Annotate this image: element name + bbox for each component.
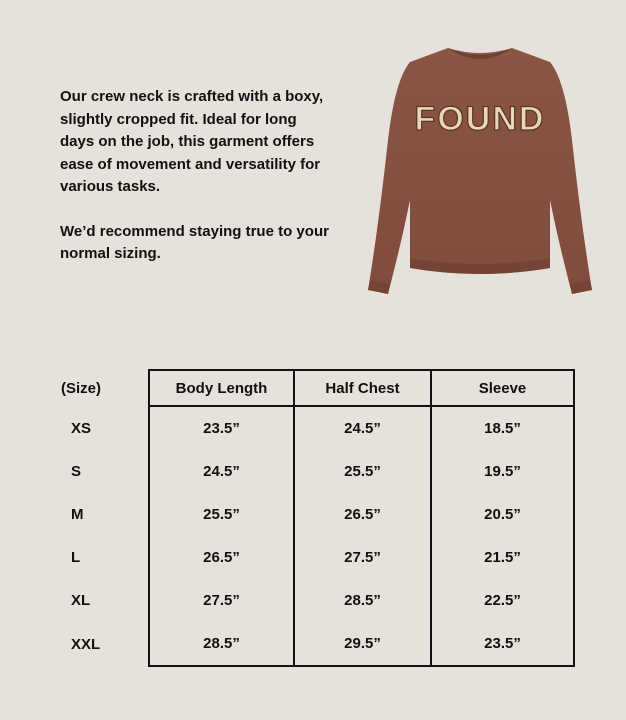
header-size: (Size): [61, 379, 102, 397]
description-sizing-paragraph: We’d recommend staying true to your normal sizing.: [60, 222, 329, 262]
size-label: XS: [71, 419, 92, 437]
sleeve-value: 18.5”: [431, 406, 574, 450]
size-label: S: [71, 463, 82, 480]
sleeve-value: 22.5”: [431, 579, 574, 622]
table-row: [55, 450, 574, 493]
table-row: [55, 622, 574, 666]
table-header-row: [55, 370, 574, 406]
body-length-value: 26.5”: [149, 536, 294, 579]
table-row: [55, 493, 574, 536]
product-description: [60, 86, 330, 288]
body-length-value: 28.5”: [149, 622, 294, 666]
header-sleeve: Sleeve: [431, 370, 574, 406]
half-chest-value: 24.5”: [294, 406, 431, 450]
sleeve-value: 21.5”: [431, 536, 574, 579]
half-chest-value: 25.5”: [294, 450, 431, 493]
body-length-value: 24.5”: [149, 450, 294, 493]
sleeve-value: 19.5”: [431, 450, 574, 493]
half-chest-value: 26.5”: [294, 493, 431, 536]
size-label: M: [71, 506, 84, 523]
table-row: [55, 406, 574, 450]
size-label: XXL: [71, 635, 101, 653]
table-row: [55, 579, 574, 622]
size-label: L: [71, 549, 81, 566]
sleeve-value: 23.5”: [431, 622, 574, 666]
body-length-value: 27.5”: [149, 579, 294, 622]
sweatshirt-image: [360, 40, 600, 300]
half-chest-value: 28.5”: [294, 579, 431, 622]
half-chest-value: 29.5”: [294, 622, 431, 666]
size-chart-table: [55, 369, 575, 667]
header-half-chest: Half Chest: [294, 370, 431, 406]
body-length-value: 23.5”: [149, 406, 294, 450]
sweatshirt-body: [368, 48, 592, 294]
half-chest-value: 27.5”: [294, 536, 431, 579]
body-length-value: 25.5”: [149, 493, 294, 536]
size-label: XL: [71, 592, 91, 609]
description-fit-paragraph: Our crew neck is crafted with a boxy, slightly cropped fit. Ideal for long days on the job, this garment offers ease of movement and versatility for various tasks.: [60, 88, 324, 195]
header-body-length: Body Length: [149, 370, 294, 406]
table-row: [55, 536, 574, 579]
sleeve-value: 20.5”: [431, 493, 574, 536]
sweatshirt-logo: FOUND: [414, 100, 546, 138]
